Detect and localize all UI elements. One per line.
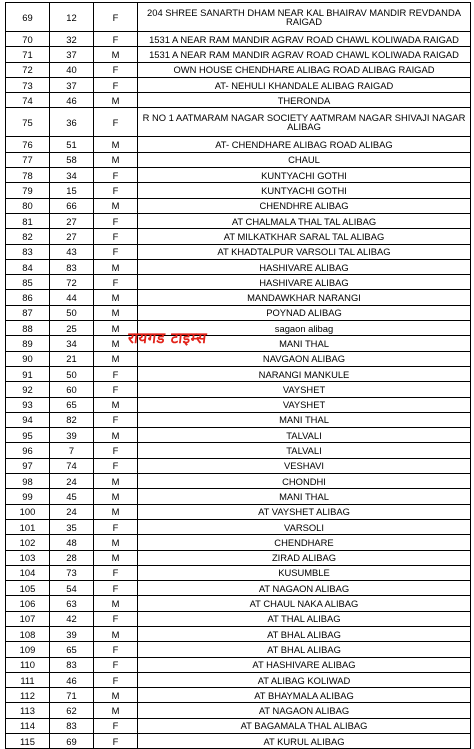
table-row <box>6 581 471 596</box>
serial-number-cell: 109 <box>6 642 50 657</box>
table-row <box>6 152 471 167</box>
table-row <box>6 47 471 62</box>
sex-cell: F <box>94 672 138 687</box>
table-row <box>6 550 471 565</box>
serial-number-cell: 79 <box>6 183 50 198</box>
serial-number-cell: 114 <box>6 718 50 733</box>
address-cell: sagaon alibag <box>138 321 471 336</box>
sex-cell: M <box>94 321 138 336</box>
serial-number-cell: 91 <box>6 366 50 381</box>
address-cell: AT MILKATKHAR SARAL TAL ALIBAG <box>138 229 471 244</box>
table-row <box>6 183 471 198</box>
address-cell: 1531 A NEAR RAM MANDIR AGRAV ROAD CHAWL KOLIWADA RAIGAD <box>138 32 471 47</box>
table-row <box>6 137 471 152</box>
serial-number-cell: 99 <box>6 489 50 504</box>
sex-cell: M <box>94 47 138 62</box>
address-cell: NAVGAON ALIBAG <box>138 351 471 366</box>
table-row <box>6 168 471 183</box>
table-row <box>6 229 471 244</box>
address-cell: VAYSHET <box>138 382 471 397</box>
sex-cell: M <box>94 137 138 152</box>
address-cell: CHENDHRE ALIBAG <box>138 198 471 213</box>
sex-cell: M <box>94 198 138 213</box>
address-cell: OWN HOUSE CHENDHARE ALIBAG ROAD ALIBAG RAIGAD <box>138 62 471 77</box>
table-row <box>6 366 471 381</box>
serial-number-cell: 84 <box>6 259 50 274</box>
table-row <box>6 596 471 611</box>
sex-cell: M <box>94 93 138 108</box>
sex-cell: M <box>94 336 138 351</box>
sex-cell: F <box>94 108 138 137</box>
table-row <box>6 718 471 733</box>
address-cell: NARANGI MANKULE <box>138 366 471 381</box>
sex-cell: F <box>94 62 138 77</box>
age-cell: 73 <box>50 565 94 580</box>
sex-cell: M <box>94 428 138 443</box>
serial-number-cell: 97 <box>6 458 50 473</box>
address-cell: VARSOLI <box>138 519 471 534</box>
sex-cell: F <box>94 734 138 749</box>
age-cell: 39 <box>50 626 94 641</box>
serial-number-cell: 102 <box>6 535 50 550</box>
sex-cell: F <box>94 275 138 290</box>
sex-cell: M <box>94 305 138 320</box>
serial-number-cell: 73 <box>6 77 50 92</box>
address-cell: AT VAYSHET ALIBAG <box>138 504 471 519</box>
age-cell: 83 <box>50 718 94 733</box>
table-row <box>6 3 471 32</box>
age-cell: 60 <box>50 382 94 397</box>
table-row <box>6 489 471 504</box>
newspaper-watermark-logo: रायगड टाइम्स <box>127 329 208 347</box>
sex-cell: F <box>94 458 138 473</box>
serial-number-cell: 104 <box>6 565 50 580</box>
table-row <box>6 305 471 320</box>
age-cell: 50 <box>50 366 94 381</box>
age-cell: 71 <box>50 688 94 703</box>
table-row <box>6 535 471 550</box>
sex-cell: M <box>94 152 138 167</box>
serial-number-cell: 82 <box>6 229 50 244</box>
age-cell: 7 <box>50 443 94 458</box>
address-cell: R NO 1 AATMARAM NAGAR SOCIETY AATMRAM NAGAR SHIVAJI NAGAR ALIBAG <box>138 108 471 137</box>
sex-cell: F <box>94 32 138 47</box>
address-cell: AT KURUL ALIBAG <box>138 734 471 749</box>
serial-number-cell: 108 <box>6 626 50 641</box>
serial-number-cell: 81 <box>6 213 50 228</box>
age-cell: 27 <box>50 229 94 244</box>
sex-cell: F <box>94 244 138 259</box>
serial-number-cell: 88 <box>6 321 50 336</box>
sex-cell: M <box>94 259 138 274</box>
table-row <box>6 275 471 290</box>
address-cell: AT CHALMALA THAL TAL ALIBAG <box>138 213 471 228</box>
sex-cell: F <box>94 581 138 596</box>
table-row <box>6 198 471 213</box>
age-cell: 72 <box>50 275 94 290</box>
address-cell: 204 SHREE SANARTH DHAM NEAR KAL BHAIRAV MANDIR REVDANDA RAIGAD <box>138 3 471 32</box>
age-cell: 15 <box>50 183 94 198</box>
age-cell: 50 <box>50 305 94 320</box>
age-cell: 37 <box>50 77 94 92</box>
age-cell: 74 <box>50 458 94 473</box>
address-cell: AT- NEHULI KHANDALE ALIBAG RAIGAD <box>138 77 471 92</box>
age-cell: 35 <box>50 519 94 534</box>
table-row <box>6 428 471 443</box>
sex-cell: F <box>94 77 138 92</box>
table-row <box>6 108 471 137</box>
table-row <box>6 657 471 672</box>
address-cell: AT BHAL ALIBAG <box>138 642 471 657</box>
serial-number-cell: 112 <box>6 688 50 703</box>
serial-number-cell: 70 <box>6 32 50 47</box>
sex-cell: M <box>94 626 138 641</box>
address-cell: AT BHAYMALA ALIBAG <box>138 688 471 703</box>
table-row <box>6 734 471 749</box>
address-cell: CHENDHARE <box>138 535 471 550</box>
age-cell: 37 <box>50 47 94 62</box>
table-row <box>6 351 471 366</box>
age-cell: 40 <box>50 62 94 77</box>
address-cell: AT NAGAON ALIBAG <box>138 703 471 718</box>
patient-list-sheet <box>5 2 470 749</box>
age-cell: 62 <box>50 703 94 718</box>
table-row <box>6 244 471 259</box>
age-cell: 42 <box>50 611 94 626</box>
serial-number-cell: 80 <box>6 198 50 213</box>
table-row <box>6 443 471 458</box>
age-cell: 65 <box>50 642 94 657</box>
address-cell: HASHIVARE ALIBAG <box>138 275 471 290</box>
address-cell: MANI THAL <box>138 489 471 504</box>
sex-cell: F <box>94 366 138 381</box>
sex-cell: M <box>94 596 138 611</box>
address-cell: AT ALIBAG KOLIWAD <box>138 672 471 687</box>
table-row <box>6 397 471 412</box>
table-row <box>6 32 471 47</box>
table-row <box>6 290 471 305</box>
age-cell: 54 <box>50 581 94 596</box>
sex-cell: M <box>94 290 138 305</box>
address-cell: CHAUL <box>138 152 471 167</box>
patient-table-body <box>6 3 471 749</box>
table-row <box>6 611 471 626</box>
address-cell: AT BAGAMALA THAL ALIBAG <box>138 718 471 733</box>
age-cell: 43 <box>50 244 94 259</box>
age-cell: 66 <box>50 198 94 213</box>
sex-cell: F <box>94 168 138 183</box>
serial-number-cell: 85 <box>6 275 50 290</box>
age-cell: 82 <box>50 412 94 427</box>
sex-cell: M <box>94 397 138 412</box>
serial-number-cell: 83 <box>6 244 50 259</box>
age-cell: 83 <box>50 657 94 672</box>
sex-cell: F <box>94 611 138 626</box>
serial-number-cell: 96 <box>6 443 50 458</box>
address-cell: MANDAWKHAR NARANGI <box>138 290 471 305</box>
sex-cell: F <box>94 565 138 580</box>
sex-cell: M <box>94 550 138 565</box>
age-cell: 51 <box>50 137 94 152</box>
address-cell: AT HASHIVARE ALIBAG <box>138 657 471 672</box>
sex-cell: F <box>94 519 138 534</box>
serial-number-cell: 78 <box>6 168 50 183</box>
table-row <box>6 213 471 228</box>
table-row <box>6 412 471 427</box>
sex-cell: F <box>94 443 138 458</box>
serial-number-cell: 94 <box>6 412 50 427</box>
serial-number-cell: 107 <box>6 611 50 626</box>
serial-number-cell: 103 <box>6 550 50 565</box>
address-cell: ZIRAD ALIBAG <box>138 550 471 565</box>
sex-cell: F <box>94 183 138 198</box>
table-row <box>6 504 471 519</box>
sex-cell: M <box>94 474 138 489</box>
address-cell: MANI THAL <box>138 336 471 351</box>
age-cell: 65 <box>50 397 94 412</box>
sex-cell: M <box>94 351 138 366</box>
serial-number-cell: 113 <box>6 703 50 718</box>
age-cell: 45 <box>50 489 94 504</box>
address-cell: AT BHAL ALIBAG <box>138 626 471 641</box>
serial-number-cell: 101 <box>6 519 50 534</box>
address-cell: AT NAGAON ALIBAG <box>138 581 471 596</box>
address-cell: KUSUMBLE <box>138 565 471 580</box>
age-cell: 25 <box>50 321 94 336</box>
age-cell: 69 <box>50 734 94 749</box>
table-row <box>6 62 471 77</box>
sex-cell: F <box>94 3 138 32</box>
address-cell: AT THAL ALIBAG <box>138 611 471 626</box>
sex-cell: M <box>94 504 138 519</box>
age-cell: 28 <box>50 550 94 565</box>
serial-number-cell: 74 <box>6 93 50 108</box>
address-cell: 1531 A NEAR RAM MANDIR AGRAV ROAD CHAWL KOLIWADA RAIGAD <box>138 47 471 62</box>
age-cell: 46 <box>50 93 94 108</box>
serial-number-cell: 100 <box>6 504 50 519</box>
table-row <box>6 474 471 489</box>
table-row <box>6 259 471 274</box>
serial-number-cell: 75 <box>6 108 50 137</box>
serial-number-cell: 86 <box>6 290 50 305</box>
table-row <box>6 642 471 657</box>
serial-number-cell: 98 <box>6 474 50 489</box>
age-cell: 39 <box>50 428 94 443</box>
serial-number-cell: 111 <box>6 672 50 687</box>
address-cell: TALVALI <box>138 428 471 443</box>
age-cell: 24 <box>50 504 94 519</box>
age-cell: 27 <box>50 213 94 228</box>
serial-number-cell: 71 <box>6 47 50 62</box>
serial-number-cell: 95 <box>6 428 50 443</box>
serial-number-cell: 77 <box>6 152 50 167</box>
age-cell: 46 <box>50 672 94 687</box>
age-cell: 58 <box>50 152 94 167</box>
age-cell: 32 <box>50 32 94 47</box>
age-cell: 12 <box>50 3 94 32</box>
age-cell: 83 <box>50 259 94 274</box>
sex-cell: F <box>94 213 138 228</box>
serial-number-cell: 90 <box>6 351 50 366</box>
serial-number-cell: 115 <box>6 734 50 749</box>
age-cell: 36 <box>50 108 94 137</box>
table-row <box>6 93 471 108</box>
table-row <box>6 703 471 718</box>
table-row <box>6 688 471 703</box>
address-cell: TALVALI <box>138 443 471 458</box>
serial-number-cell: 72 <box>6 62 50 77</box>
address-cell: AT- CHENDHARE ALIBAG ROAD ALIBAG <box>138 137 471 152</box>
age-cell: 44 <box>50 290 94 305</box>
table-row <box>6 672 471 687</box>
sex-cell: M <box>94 489 138 504</box>
sex-cell: F <box>94 657 138 672</box>
serial-number-cell: 93 <box>6 397 50 412</box>
address-cell: VAYSHET <box>138 397 471 412</box>
serial-number-cell: 110 <box>6 657 50 672</box>
address-cell: POYNAD ALIBAG <box>138 305 471 320</box>
table-row <box>6 382 471 397</box>
address-cell: AT KHADTALPUR VARSOLI TAL ALIBAG <box>138 244 471 259</box>
table-row <box>6 336 471 351</box>
serial-number-cell: 105 <box>6 581 50 596</box>
table-row <box>6 458 471 473</box>
age-cell: 34 <box>50 336 94 351</box>
address-cell: HASHIVARE ALIBAG <box>138 259 471 274</box>
sex-cell: F <box>94 382 138 397</box>
serial-number-cell: 76 <box>6 137 50 152</box>
address-cell: VESHAVI <box>138 458 471 473</box>
sex-cell: M <box>94 688 138 703</box>
sex-cell: M <box>94 703 138 718</box>
sex-cell: F <box>94 642 138 657</box>
address-cell: KUNTYACHI GOTHI <box>138 183 471 198</box>
serial-number-cell: 92 <box>6 382 50 397</box>
age-cell: 63 <box>50 596 94 611</box>
sex-cell: F <box>94 229 138 244</box>
table-row <box>6 565 471 580</box>
table-row <box>6 77 471 92</box>
address-cell: CHONDHI <box>138 474 471 489</box>
serial-number-cell: 69 <box>6 3 50 32</box>
serial-number-cell: 106 <box>6 596 50 611</box>
sex-cell: M <box>94 535 138 550</box>
serial-number-cell: 89 <box>6 336 50 351</box>
address-cell: AT CHAUL NAKA ALIBAG <box>138 596 471 611</box>
sex-cell: F <box>94 718 138 733</box>
age-cell: 21 <box>50 351 94 366</box>
serial-number-cell: 87 <box>6 305 50 320</box>
table-row <box>6 626 471 641</box>
address-cell: MANI THAL <box>138 412 471 427</box>
age-cell: 34 <box>50 168 94 183</box>
address-cell: THERONDA <box>138 93 471 108</box>
table-row <box>6 519 471 534</box>
table-row <box>6 321 471 336</box>
address-cell: KUNTYACHI GOTHI <box>138 168 471 183</box>
age-cell: 48 <box>50 535 94 550</box>
patient-table <box>5 2 471 749</box>
sex-cell: F <box>94 412 138 427</box>
age-cell: 24 <box>50 474 94 489</box>
